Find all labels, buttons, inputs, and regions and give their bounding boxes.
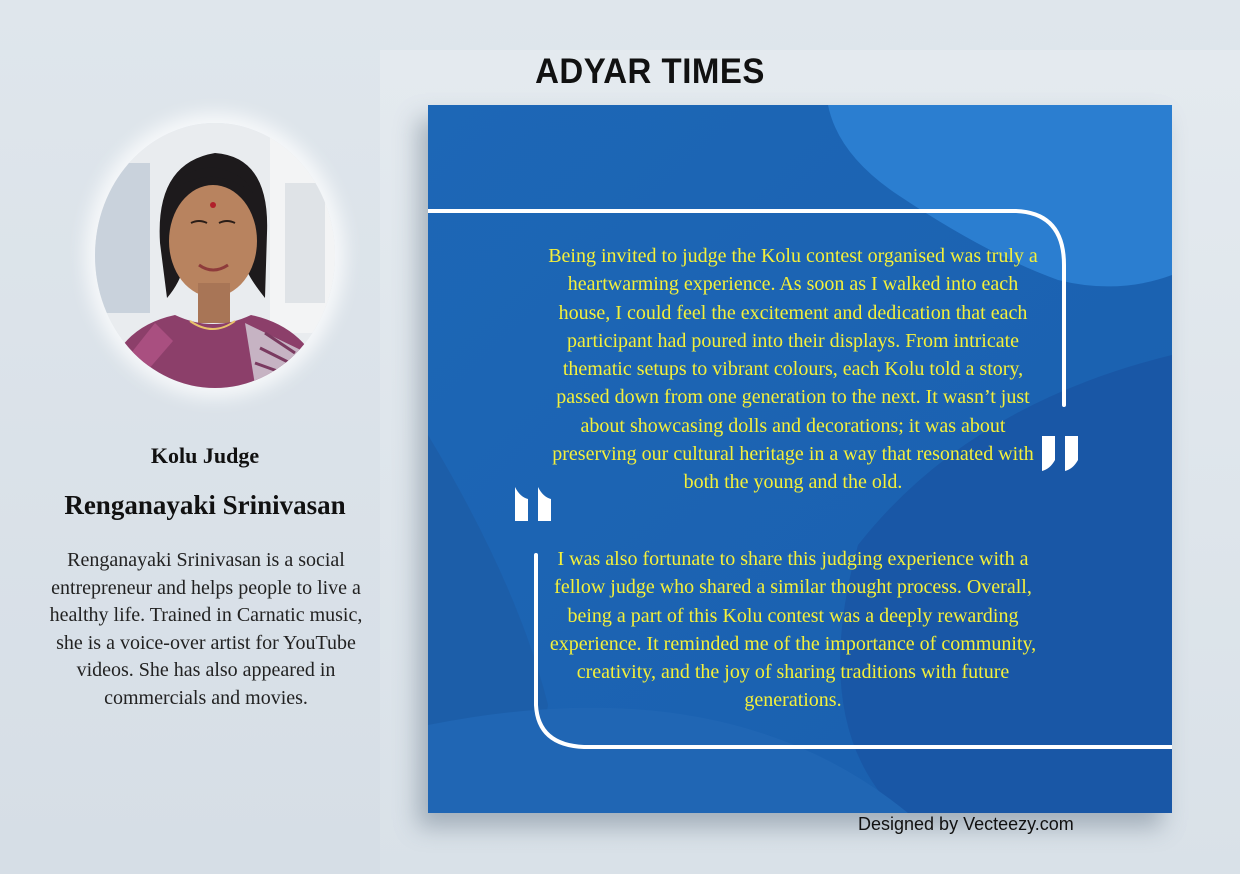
profile-photo: [95, 123, 335, 388]
quote-paragraph-1: Being invited to judge the Kolu contest organised was truly a heartwarming experience. As soon as I walked into each house, I could feel the excitement and dedication that each participant had poured into their displays. From intricate thematic setups to vibrant colours, each Kolu told a story, passed down from one generation to the next. It wasn’t just about showcasing dolls and decorations; it was about preserving our cultural heritage in a way that resonated with both the young and the old.: [548, 245, 1038, 494]
design-credit: Designed by Vecteezy.com: [858, 814, 1074, 834]
portrait-image: [95, 123, 335, 388]
profile-name: Renganayaki Srinivasan: [64, 490, 346, 520]
profile-role: Kolu Judge: [150, 443, 260, 468]
page-title: ADYAR TIMES: [535, 50, 765, 91]
testimonial-card: [428, 105, 1172, 813]
profile-bio: Renganayaki Srinivasan is a social entrepreneur and helps people to live a healthy life. Trained in Carnatic music, she is a voice-over artist for YouTube videos. She has also appeared in commercials and movies.: [49, 549, 363, 709]
quote-paragraph-2: I was also fortunate to share this judging experience with a fellow judge who shared a similar thought process. Overall, being a part of this Kolu contest was a deeply rewarding experience. It reminded me of the importance of community, creativity, and the joy of sharing traditions with future generations.: [549, 548, 1037, 712]
